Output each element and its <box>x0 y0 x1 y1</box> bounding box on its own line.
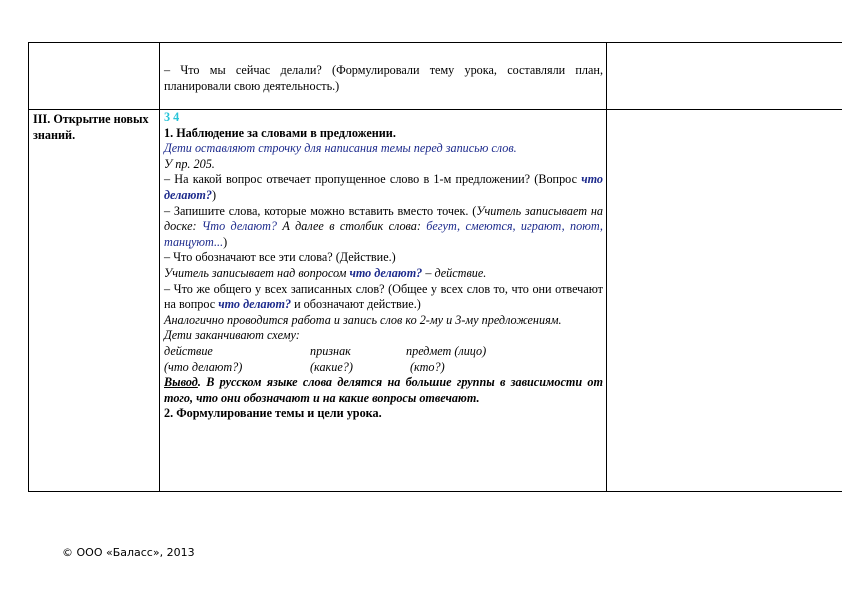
notes-cell <box>607 43 842 110</box>
paragraph <box>164 282 603 313</box>
table-row <box>29 110 842 492</box>
question-term: что делают? <box>218 297 292 312</box>
schema-item: предмет (лицо) <box>406 343 487 358</box>
paragraph: Аналогично проводится работа и запись слов ко 2-му и 3-му предложениям. <box>164 312 562 327</box>
lesson-table <box>28 42 842 492</box>
paragraph: Дети заканчивают схему: <box>164 328 300 343</box>
paragraph: У пр. 205. <box>164 156 215 171</box>
slide-numbers: 3 4 <box>164 110 180 124</box>
text: ) <box>211 187 217 202</box>
conclusion <box>164 375 603 406</box>
schema-item: (что делают?) <box>164 359 243 374</box>
paragraph: – Что обозначают все эти слова? (Действие.) <box>164 250 396 265</box>
section-heading: 1. Наблюдение за словами в предложении. <box>164 125 396 140</box>
text: – действие. <box>422 265 487 280</box>
section-heading: 2. Формулирование темы и цели урока. <box>164 406 382 421</box>
content-cell <box>160 110 607 492</box>
question-term: что делают? <box>349 265 423 280</box>
stage-cell <box>29 110 160 492</box>
paragraph <box>164 172 603 203</box>
paragraph <box>164 266 603 282</box>
stage-title: III. Открытие новых знаний. <box>33 112 149 142</box>
text: Учитель записывает над вопросом <box>164 265 350 280</box>
text: бегут, смеются, играют, поют, танцуют... <box>164 219 603 249</box>
stage-cell <box>29 43 160 110</box>
question-term: что делают? <box>164 172 603 202</box>
text: – На какой вопрос отвечает пропущенное слово в 1-м предложении? (Вопрос <box>164 172 582 187</box>
table-row <box>29 43 842 110</box>
paragraph <box>164 204 603 251</box>
text: – Что же общего у всех записанных слов? (Общее у всех слов то, что они отвечают на вопрос <box>164 281 603 312</box>
schema-item: (какие?) <box>310 359 353 374</box>
conclusion-text: . В русском языке слова делятся на большие группы в зависимости от того, что они обозначают и на какие вопросы отвечают. <box>164 375 603 405</box>
text: Учитель записывает на доске: <box>164 203 603 234</box>
conclusion-label: Вывод <box>164 375 198 390</box>
text: и обозначают действие.) <box>291 297 421 312</box>
text: А далее в столбик слова: <box>277 219 427 234</box>
schema-item: признак <box>310 343 351 358</box>
paragraph: Дети оставляют строчку для написания темы перед записью слов. <box>164 141 517 156</box>
schema-item: (кто?) <box>410 359 445 374</box>
text: – Запишите слова, которые можно вставить вместо точек. ( <box>164 203 477 218</box>
paragraph: – Что мы сейчас делали? (Формулировали тему урока, составляли план, планировали свою деятельность.) <box>164 63 603 93</box>
text: ) <box>223 234 228 249</box>
content-cell <box>160 43 607 110</box>
notes-cell <box>607 110 842 492</box>
schema-row <box>164 344 603 360</box>
copyright-footer: © ООО «Баласс», 2013 <box>62 546 195 559</box>
schema-item: действие <box>164 343 213 358</box>
schema-row <box>164 360 603 376</box>
text: Что делают? <box>201 219 277 234</box>
